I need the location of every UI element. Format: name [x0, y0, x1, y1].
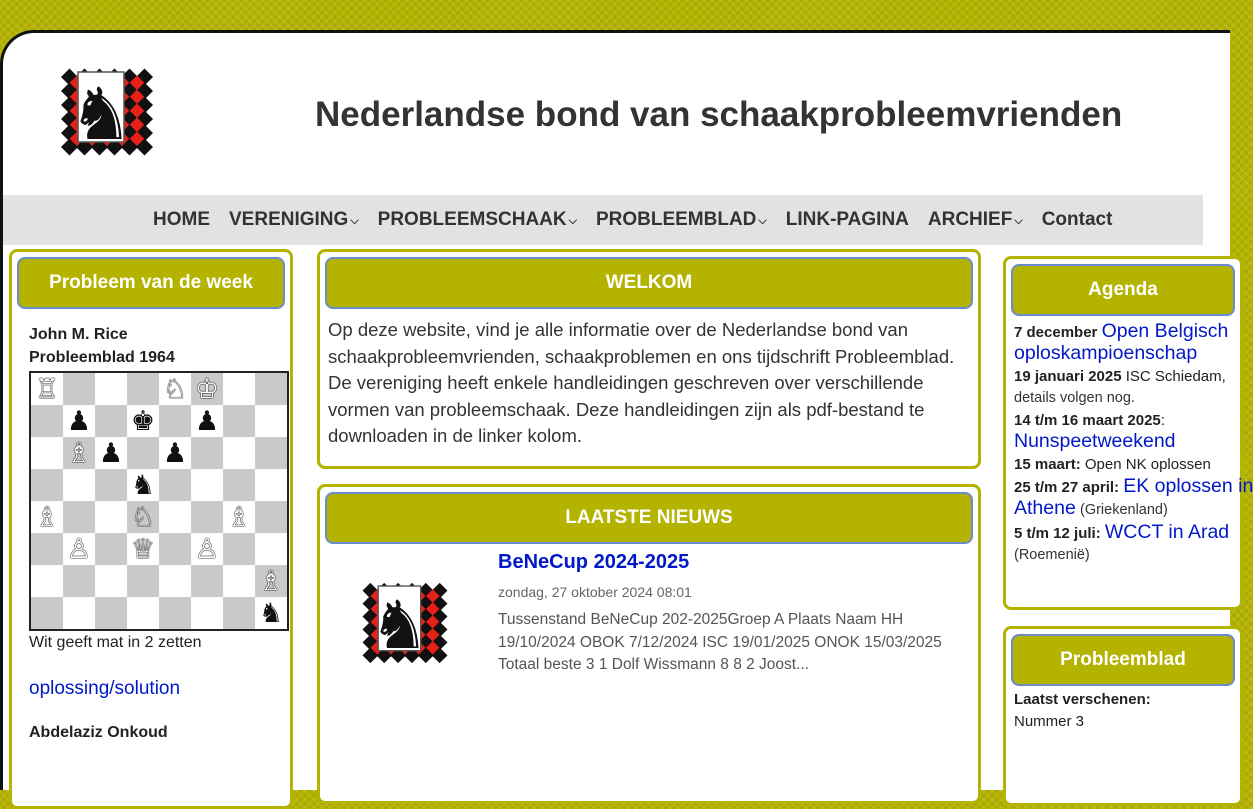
white-pawn-icon: ♙	[194, 533, 220, 565]
black-pawn-icon: ♟	[194, 405, 220, 437]
board-square	[95, 469, 127, 501]
board-square	[159, 565, 191, 597]
board-square	[127, 437, 159, 469]
board-square	[159, 501, 191, 533]
latest-news-heading: LAATSTE NIEUWS	[325, 492, 973, 544]
agenda-date: 5 t/m 12 juli:	[1014, 525, 1101, 542]
white-knight-icon: ♘	[162, 373, 188, 405]
board-square	[63, 501, 95, 533]
board-square	[191, 405, 223, 437]
news-item-image[interactable]	[332, 549, 478, 697]
board-square	[255, 405, 287, 437]
board-square	[191, 597, 223, 629]
chevron-down-icon: ⌵	[1014, 215, 1023, 227]
probleemblad-heading: Probleemblad	[1011, 634, 1235, 686]
chess-diagram	[29, 371, 289, 631]
board-square	[63, 437, 95, 469]
white-pawn-icon: ♙	[66, 533, 92, 565]
board-square	[255, 565, 287, 597]
svg-text:♞: ♞	[68, 72, 134, 156]
chevron-down-icon: ⌵	[758, 215, 767, 227]
black-pawn-icon: ♟	[98, 437, 124, 469]
agenda-link[interactable]: EK oplossen in	[1123, 475, 1253, 497]
latest-news-panel	[317, 484, 981, 804]
board-square	[159, 437, 191, 469]
nav-item-contact[interactable]	[1042, 209, 1113, 231]
black-king-icon: ♚	[130, 405, 156, 437]
board-square	[255, 533, 287, 565]
board-square	[127, 565, 159, 597]
agenda-text: ISC Schiedam,	[1125, 368, 1226, 385]
board-square	[255, 597, 287, 629]
agenda-link[interactable]: Nunspeetweekend	[1014, 430, 1176, 452]
site-title: Nederlandse bond van schaakprobleemvrienden	[315, 95, 1123, 134]
svg-text:♞: ♞	[369, 585, 430, 664]
board-square	[223, 405, 255, 437]
chevron-down-icon: ⌵	[350, 215, 359, 227]
board-square	[255, 501, 287, 533]
board-square	[191, 437, 223, 469]
page-container	[0, 30, 1253, 790]
agenda-note: (Roemenië)	[1014, 547, 1090, 563]
board-square	[255, 469, 287, 501]
board-square	[159, 597, 191, 629]
board-square	[191, 565, 223, 597]
problem-author: John M. Rice	[29, 326, 128, 343]
agenda-item	[1014, 454, 1240, 475]
white-rook-icon: ♖	[34, 373, 60, 405]
board-square	[63, 533, 95, 565]
main-navigation	[3, 195, 1203, 245]
board-square	[127, 501, 159, 533]
board-square	[63, 469, 95, 501]
board-square	[223, 437, 255, 469]
site-logo[interactable]	[28, 39, 186, 185]
agenda-date: 25 t/m 27 april:	[1014, 479, 1120, 496]
white-knight-icon: ♘	[130, 501, 156, 533]
board-square	[63, 373, 95, 405]
board-square	[223, 533, 255, 565]
board-square	[31, 565, 63, 597]
board-square	[31, 469, 63, 501]
board-square	[63, 597, 95, 629]
nav-item-probleemschaak[interactable]	[378, 209, 577, 231]
agenda-item	[1014, 321, 1240, 365]
white-king-icon: ♔	[194, 373, 220, 405]
board-square	[191, 469, 223, 501]
board-square	[159, 533, 191, 565]
nav-item-archief[interactable]	[928, 209, 1023, 231]
black-pawn-icon: ♟	[162, 437, 188, 469]
agenda-text: Open NK oplossen	[1084, 456, 1211, 473]
nav-item-home[interactable]	[153, 209, 210, 231]
nav-item-label: Contact	[1041, 209, 1113, 230]
nav-item-label: VERENIGING	[229, 209, 349, 230]
black-pawn-icon: ♟	[66, 405, 92, 437]
agenda-item	[1014, 475, 1253, 521]
welcome-panel	[317, 249, 981, 469]
board-square	[127, 405, 159, 437]
board-square	[223, 373, 255, 405]
board-square	[159, 405, 191, 437]
board-square	[191, 373, 223, 405]
board-square	[191, 533, 223, 565]
site-header	[3, 33, 1203, 195]
nav-item-label: PROBLEEMBLAD	[595, 209, 757, 230]
board-square	[127, 373, 159, 405]
welcome-text: Op deze website, vind je alle informatie over de Nederlandse bond van schaakprobleemvrienden, schaakproblemen en ons tijdschrift Probleemblad. De vereniging heeft enkele handleidingen geschreven over verschillende vormen van probleemschaak. Deze handleidingen zijn als pdf-bestand te downloaden in de linker kolom.	[328, 319, 955, 446]
nav-item-probleemblad[interactable]	[596, 209, 767, 231]
board-square	[223, 597, 255, 629]
board-square	[255, 373, 287, 405]
agenda-note: (Griekenland)	[1079, 502, 1168, 518]
board-square	[31, 373, 63, 405]
board-square	[95, 405, 127, 437]
agenda-item	[1014, 522, 1240, 566]
black-knight-icon: ♞	[130, 469, 156, 501]
news-item-title[interactable]: BeNeCup 2024-2025	[498, 551, 690, 573]
agenda-date: 19 januari 2025	[1014, 368, 1122, 385]
white-queen-icon: ♕	[130, 533, 156, 565]
board-square	[127, 597, 159, 629]
nav-item-link-pagina[interactable]	[786, 209, 909, 231]
agenda-item	[1014, 366, 1240, 409]
board-square	[31, 533, 63, 565]
board-square	[63, 405, 95, 437]
board-square	[223, 469, 255, 501]
agenda-link[interactable]: Athene	[1014, 497, 1076, 519]
nav-item-vereniging[interactable]	[229, 209, 359, 231]
news-item-date: zondag, 27 oktober 2024 08:01	[498, 584, 692, 600]
agenda-link[interactable]: Open Belgisch	[1101, 320, 1229, 342]
black-knight-icon: ♞	[258, 597, 284, 629]
agenda-suffix: :	[1160, 412, 1165, 429]
board-square	[255, 437, 287, 469]
nav-item-label: ARCHIEF	[927, 209, 1013, 230]
white-bishop-icon: ♗	[258, 565, 284, 597]
board-square	[31, 597, 63, 629]
agenda-list	[1014, 320, 1253, 566]
next-problem-author: Abdelaziz Onkoud	[29, 724, 168, 741]
probleemblad-panel	[1003, 626, 1243, 806]
problem-of-week-panel	[9, 249, 293, 809]
probleemblad-latest-label: Laatst verschenen:	[1014, 691, 1151, 708]
board-square	[127, 533, 159, 565]
board-square	[95, 373, 127, 405]
chevron-down-icon: ⌵	[568, 215, 577, 227]
problem-source: Probleemblad 1964	[29, 349, 175, 366]
board-square	[95, 533, 127, 565]
board-square	[191, 501, 223, 533]
board-square	[31, 437, 63, 469]
agenda-link[interactable]: WCCT in Arad	[1104, 521, 1230, 543]
board-square	[159, 469, 191, 501]
board-square	[127, 469, 159, 501]
white-bishop-icon: ♗	[226, 501, 252, 533]
board-square	[31, 501, 63, 533]
agenda-link[interactable]: oploskampioenschap	[1014, 342, 1198, 364]
problem-stipulation: Wit geeft mat in 2 zetten	[29, 634, 202, 651]
welcome-heading: WELKOM	[325, 257, 973, 309]
nav-item-label: HOME	[153, 209, 210, 230]
problem-of-week-heading: Probleem van de week	[17, 257, 285, 309]
board-square	[95, 501, 127, 533]
agenda-date: 15 maart:	[1014, 456, 1081, 473]
agenda-item	[1014, 410, 1240, 453]
board-square	[95, 437, 127, 469]
board-square	[31, 405, 63, 437]
board-square	[95, 597, 127, 629]
board-square	[95, 565, 127, 597]
nav-item-label: LINK-PAGINA	[785, 209, 909, 230]
board-square	[159, 373, 191, 405]
white-bishop-icon: ♗	[66, 437, 92, 469]
probleemblad-issue[interactable]: Nummer 3	[1014, 713, 1085, 730]
agenda-panel	[1003, 256, 1253, 610]
board-square	[223, 501, 255, 533]
board-square	[63, 565, 95, 597]
agenda-date: 7 december	[1014, 324, 1098, 341]
nav-item-label: PROBLEEMSCHAAK	[377, 209, 567, 230]
problem-author-block	[29, 323, 290, 369]
news-item-excerpt: Tussenstand BeNeCup 202-2025Groep A Plaats Naam HH 19/10/2024 OBOK 7/12/2024 ISC 19/01/2025 ONOK 15/03/2025 Totaal beste 3 1 Dolf Wissmann 8 8 2 Joost...	[498, 611, 942, 673]
board-square	[223, 565, 255, 597]
white-bishop-icon: ♗	[34, 501, 60, 533]
agenda-date: 14 t/m 16 maart 2025	[1014, 412, 1161, 429]
agenda-note: details volgen nog.	[1014, 390, 1135, 406]
solution-link[interactable]: oplossing/solution	[29, 678, 181, 699]
agenda-heading: Agenda	[1011, 264, 1235, 316]
